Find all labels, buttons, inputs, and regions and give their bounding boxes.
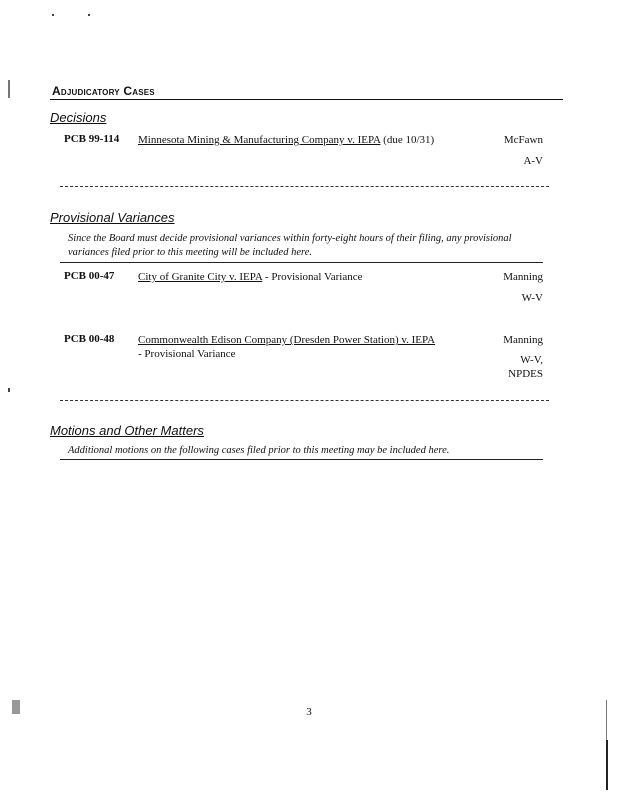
note-rule bbox=[60, 459, 543, 460]
case-title bbox=[138, 270, 483, 284]
decisions-title: Decisions bbox=[50, 110, 107, 125]
case-suffix: - Provisional Variance bbox=[138, 348, 236, 360]
motions-note: Additional motions on the following cases filed prior to this meeting may be included here. bbox=[68, 445, 450, 456]
heading-rule bbox=[50, 99, 563, 100]
case-link[interactable]: Commonwealth Edison Company (Dresden Power Station) v. IEPA bbox=[138, 334, 436, 346]
case-board-member: Manning bbox=[503, 334, 543, 346]
case-type-secondary: NPDES bbox=[508, 368, 543, 380]
motions-title: Motions and Other Matters bbox=[50, 423, 204, 438]
provisional-note: Since the Board must decide provisional variances within forty-eight hours of their filing, any provisional variances filed prior to this meeting will be included here. bbox=[68, 233, 512, 258]
note-rule bbox=[60, 262, 543, 263]
case-title bbox=[138, 333, 483, 361]
provisional-title: Provisional Variances bbox=[50, 210, 175, 225]
scan-edge-mark bbox=[606, 740, 608, 790]
case-board-member: McFawn bbox=[503, 134, 543, 146]
scan-speck bbox=[52, 14, 54, 16]
case-link[interactable]: City of Granite City v. IEPA bbox=[138, 271, 263, 283]
case-number: PCB 00-47 bbox=[64, 270, 115, 282]
section-divider bbox=[60, 186, 549, 187]
case-title bbox=[138, 133, 483, 147]
case-suffix: - Provisional Variance bbox=[262, 271, 363, 283]
case-type: W-V, bbox=[520, 354, 543, 366]
case-type: W-V bbox=[521, 292, 543, 304]
case-number: PCB 00-48 bbox=[64, 333, 115, 345]
heading-text: Adjudicatory Cases bbox=[52, 84, 155, 98]
scan-speck bbox=[8, 80, 10, 98]
section-heading-adjudicatory bbox=[52, 84, 155, 98]
case-suffix: (due 10/31) bbox=[380, 134, 435, 146]
section-divider bbox=[60, 400, 549, 401]
case-type: A-V bbox=[523, 155, 543, 167]
page-number: 3 bbox=[306, 706, 312, 718]
case-board-member: Manning bbox=[503, 271, 543, 283]
case-link[interactable]: Minnesota Mining & Manufacturing Company v. IEPA bbox=[138, 134, 381, 146]
scan-speck bbox=[88, 14, 90, 16]
scan-speck bbox=[8, 388, 10, 392]
case-number: PCB 99-114 bbox=[64, 133, 120, 145]
